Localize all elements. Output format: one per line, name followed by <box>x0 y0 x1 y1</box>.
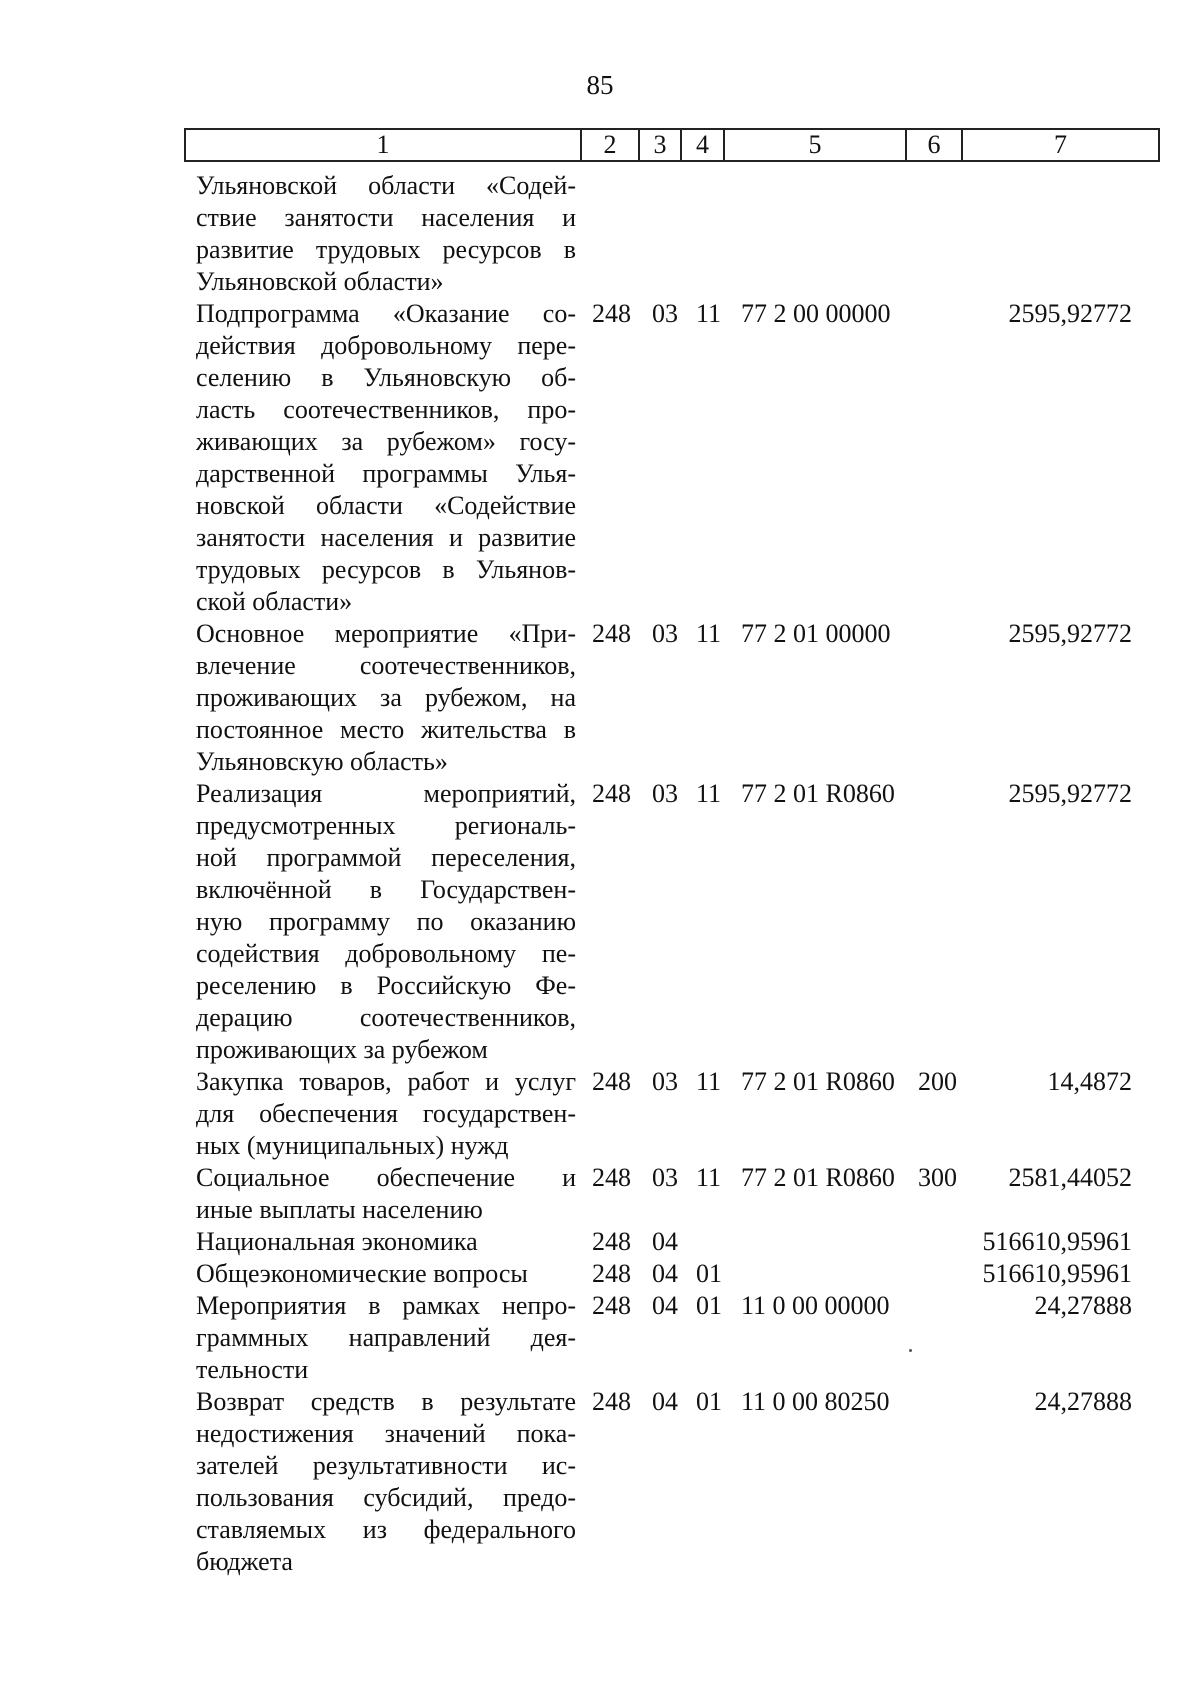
table-header <box>184 128 1160 162</box>
row-name-line: влечение соотечественников, <box>196 651 576 680</box>
row-name <box>196 618 576 778</box>
row-name-line: Подпрограмма «Оказание со- <box>196 299 576 328</box>
row-code-2: 248 <box>592 1387 631 1416</box>
row-code-2: 248 <box>592 1163 631 1192</box>
row-name-line: развитие трудовых ресурсов в <box>196 235 576 264</box>
header-col-3: 3 <box>640 130 682 160</box>
row-code-4: 11 <box>696 619 722 648</box>
row-name-line: дерацию соотечественников, <box>196 1003 576 1032</box>
header-col-7: 7 <box>1054 130 1067 159</box>
row-code-4: 11 <box>696 779 722 808</box>
row-name-line: ную программу по оказанию <box>196 907 576 936</box>
row-amount: 2581,44052 <box>1008 1163 1132 1192</box>
row-code-4: 11 <box>696 1067 722 1096</box>
row-name-line: Социальное обеспечение и <box>196 1163 576 1192</box>
row-name <box>196 1066 576 1162</box>
row-name <box>196 298 576 618</box>
row-code-4: 01 <box>696 1387 722 1416</box>
row-code-4: 11 <box>696 299 722 328</box>
row-name-line: действия добровольному пере- <box>196 331 576 360</box>
row-code-4: 01 <box>696 1259 722 1288</box>
row-code-2: 248 <box>592 299 631 328</box>
row-amount: 516610,95961 <box>982 1259 1132 1288</box>
row-code-4: 11 <box>696 1163 722 1192</box>
row-name-line: Общеэкономические вопросы <box>196 1259 528 1288</box>
row-name <box>196 1290 576 1386</box>
header-col-4: 4 <box>682 130 725 160</box>
row-code-6: 200 <box>918 1067 957 1096</box>
row-name <box>196 778 576 1066</box>
row-code-5: 77 2 00 00000 <box>741 299 891 328</box>
row-code-3: 03 <box>652 1067 678 1096</box>
page-number: 85 <box>586 70 614 100</box>
row-code-3: 04 <box>652 1387 678 1416</box>
row-name-line: Ульяновской области» <box>196 267 444 296</box>
row-name-line: иные выплаты населению <box>196 1195 483 1224</box>
row-name-line: ласть соотечественников, про- <box>196 395 576 424</box>
row-amount: 2595,92772 <box>1008 619 1132 648</box>
row-name-line: для обеспечения государствен- <box>196 1099 576 1128</box>
row-code-2: 248 <box>592 619 631 648</box>
row-name-line: включённой в Государствен- <box>196 875 576 904</box>
header-col-6: 6 <box>907 130 963 160</box>
row-code-3: 04 <box>652 1291 678 1320</box>
row-amount: 14,4872 <box>1047 1067 1132 1096</box>
row-code-5: 77 2 01 R0860 <box>741 1163 895 1192</box>
row-code-2: 248 <box>592 1259 631 1288</box>
row-name-line: ствие занятости населения и <box>196 203 576 232</box>
row-name-line: трудовых ресурсов в Ульянов- <box>196 555 576 584</box>
row-code-2: 248 <box>592 1227 631 1256</box>
row-code-3: 03 <box>652 1163 678 1192</box>
row-code-5: 77 2 01 R0860 <box>741 779 895 808</box>
row-name-line: пользования субсидий, предо- <box>196 1483 576 1512</box>
row-code-2: 248 <box>592 1067 631 1096</box>
row-name-line: содействия добровольному пе- <box>196 939 576 968</box>
row-code-2: 248 <box>592 1291 631 1320</box>
row-name-line: Закупка товаров, работ и услуг <box>196 1067 576 1096</box>
row-amount: 24,27888 <box>1034 1291 1132 1320</box>
row-name-line: новской области «Содействие <box>196 491 576 520</box>
header-col-1: 1 <box>186 130 582 160</box>
scan-speck <box>909 1349 912 1352</box>
row-code-3: 03 <box>652 619 678 648</box>
row-name-line: недостижения значений пока- <box>196 1419 576 1448</box>
row-name-line: ставляемых из федерального <box>196 1515 576 1544</box>
row-name-line: Ульяновскую область» <box>196 747 448 776</box>
row-name-line: постоянное место жительства в <box>196 715 576 744</box>
row-code-5: 77 2 01 00000 <box>741 619 891 648</box>
row-amount: 516610,95961 <box>982 1227 1132 1256</box>
row-name-line: ной программой переселения, <box>196 843 576 872</box>
row-name-line: проживающих за рубежом, на <box>196 683 576 712</box>
row-name <box>196 1258 576 1290</box>
row-name-line: тельности <box>196 1355 309 1384</box>
row-code-3: 04 <box>652 1227 678 1256</box>
row-code-2: 248 <box>592 779 631 808</box>
row-name-line: зателей результативности ис- <box>196 1451 576 1480</box>
row-name-line: Национальная экономика <box>196 1227 478 1256</box>
row-name-line: селению в Ульяновскую об- <box>196 363 576 392</box>
row-name-line: бюджета <box>196 1547 293 1576</box>
row-name <box>196 170 576 298</box>
row-name-line: ных (муниципальных) нужд <box>196 1131 509 1160</box>
row-amount: 2595,92772 <box>1008 299 1132 328</box>
row-name <box>196 1226 576 1258</box>
row-code-6: 300 <box>918 1163 957 1192</box>
header-col-5: 5 <box>725 130 907 160</box>
row-name-line: Ульяновской области «Содей- <box>196 171 576 200</box>
row-name-line: ской области» <box>196 587 353 616</box>
row-name-line: дарственной программы Улья- <box>196 459 576 488</box>
row-code-4: 01 <box>696 1291 722 1320</box>
row-name-line: Мероприятия в рамках непро- <box>196 1291 576 1320</box>
row-code-5: 77 2 01 R0860 <box>741 1067 895 1096</box>
header-col-2: 2 <box>582 130 640 160</box>
row-amount: 24,27888 <box>1034 1387 1132 1416</box>
row-name-line: Возврат средств в результате <box>196 1387 576 1416</box>
row-code-3: 03 <box>652 299 678 328</box>
row-name-line: Реализация мероприятий, <box>196 779 576 808</box>
row-name-line: реселению в Российскую Фе- <box>196 971 576 1000</box>
row-name-line: предусмотренных региональ- <box>196 811 576 840</box>
row-code-3: 04 <box>652 1259 678 1288</box>
row-name-line: граммных направлений дея- <box>196 1323 576 1352</box>
row-code-3: 03 <box>652 779 678 808</box>
row-name-line: проживающих за рубежом <box>196 1035 488 1064</box>
row-amount: 2595,92772 <box>1008 779 1132 808</box>
row-name-line: занятости населения и развитие <box>196 523 576 552</box>
row-name-line: Основное мероприятие «При- <box>196 619 576 648</box>
row-code-5: 11 0 00 00000 <box>741 1291 890 1320</box>
row-name <box>196 1386 576 1578</box>
row-name <box>196 1162 576 1226</box>
row-name-line: живающих за рубежом» госу- <box>196 427 576 456</box>
row-code-5: 11 0 00 80250 <box>741 1387 890 1416</box>
